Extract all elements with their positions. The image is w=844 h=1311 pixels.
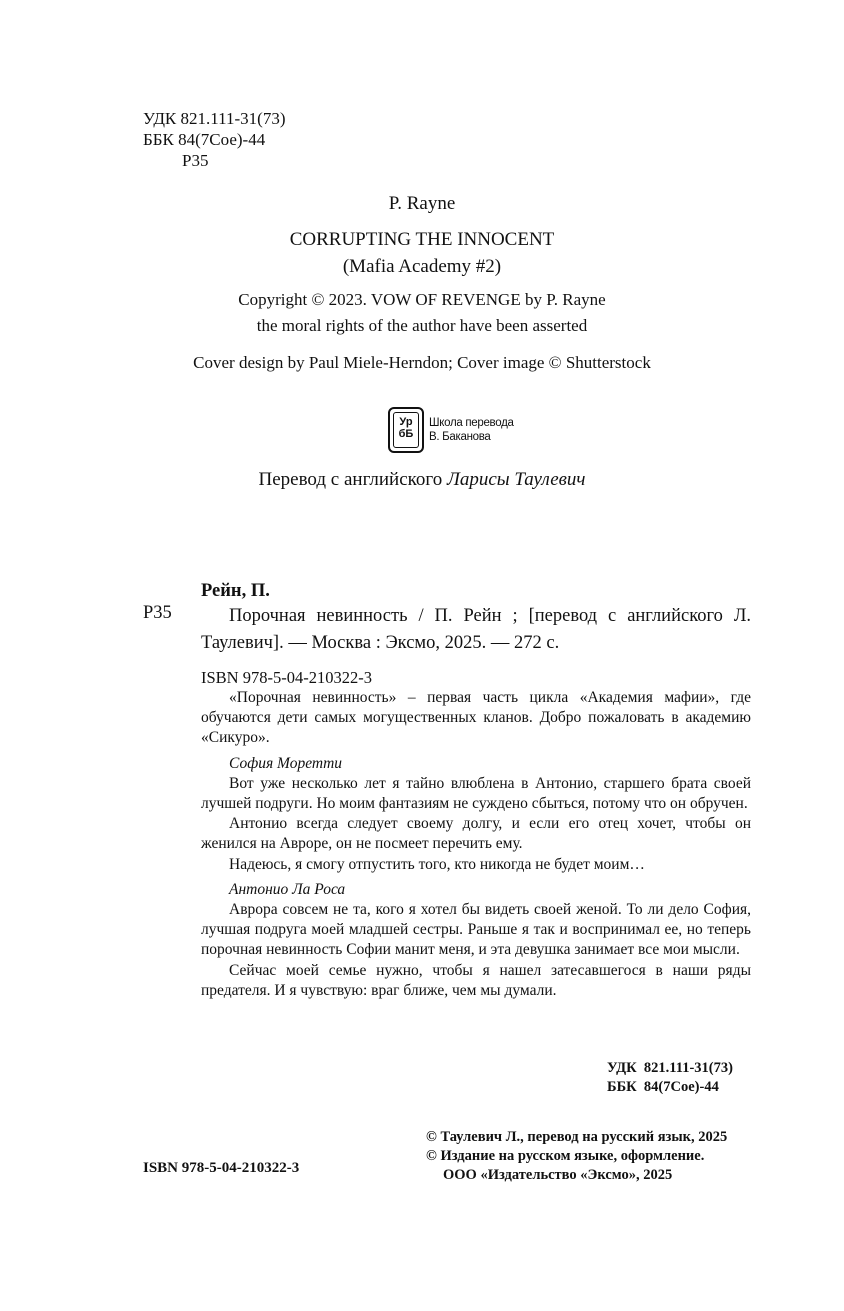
annotation-intro: «Порочная невинность» – первая часть цикла «Академия мафии», где обучаются дети самых могущественных кланов. Добро пожаловать в академию «Сикуро». [201,689,751,747]
logo-text: Школа перевода В. Баканова [429,417,514,443]
catalog-codes-bottom [607,1059,733,1097]
bbk-code: ББК 84(7Сое)-44 [143,130,266,149]
annotation-paragraph: Аврора совсем не та, кого я хотел бы видеть своей женой. То ли дело София, лучшая подруга моей младшей сестры. Раньше я так и воспринимал ее, но теперь порочная невинность Софии манит меня, и эта девушка занимает все мои мысли. [201,901,751,959]
character-name-sofia: София Моретти [229,754,343,772]
biblio-isbn: ISBN 978-5-04-210322-3 [201,668,372,687]
udk-code: УДК 821.111-31(73) [143,109,286,128]
udk-code: УДК 821.111-31(73) [607,1060,733,1076]
annotation-paragraph: Надеюсь, я смогу отпустить того, кто никогда не будет моим… [229,855,645,873]
biblio-heading: Рейн, П. [201,581,270,601]
annotation [201,688,751,1001]
author-mark: Р35 [182,151,209,170]
original-title-block [0,226,844,280]
biblio-description: Порочная невинность / П. Рейн ; [перевод с английского Л. Таулевич]. — Москва : Эксмо, 2025. — 272 с. [201,606,751,653]
character-name-antonio: Антонио Ла Роса [229,880,346,898]
original-series: (Mafia Academy #2) [342,256,502,277]
copyright-line: Copyright © 2023. VOW OF REVENGE by P. Rayne [238,290,606,309]
translation-school-logo [388,404,514,456]
translator-prefix: Перевод с английского [258,469,447,490]
cover-credit: Cover design by Paul Miele-Herndon; Cover image © Shutterstock [193,353,651,372]
bbk-code: ББК 84(7Сое)-44 [607,1079,719,1095]
publisher-name: ООО «Издательство «Эксмо», 2025 [443,1167,673,1183]
translator-credit [0,469,844,491]
moral-rights-line: the moral rights of the author have been asserted [256,316,588,335]
bibliographic-record [143,579,751,688]
original-copyright-block [0,287,844,339]
isbn-footer: ISBN 978-5-04-210322-3 [143,1160,300,1176]
original-author: P. Rayne [388,193,456,214]
biblio-code: Р35 [143,603,172,623]
logo-monogram: Ур бБ [393,412,419,448]
school-logo-icon [388,407,424,453]
annotation-paragraph: Антонио всегда следует своему долгу, и если его отец хочет, чтобы он женился на Авроре, он не посмеет перечить ему. [201,815,751,853]
annotation-paragraph: Сейчас моей семье нужно, чтобы я нашел затесавшегося в наши ряды предателя. И я чувствую: враг ближе, чем мы думали. [201,961,751,999]
catalog-codes-top [143,108,285,171]
copyright-notices [426,1128,727,1185]
translator-name: Ларисы Таулевич [447,469,586,490]
translation-copyright: © Таулевич Л., перевод на русский язык, 2025 [426,1129,728,1145]
original-title: CORRUPTING THE INNOCENT [289,229,555,250]
edition-copyright: © Издание на русском языке, оформление. [426,1148,705,1164]
annotation-paragraph: Вот уже несколько лет я тайно влюблена в Антонио, старшего брата своей лучшей подруги. Но моим фантазиям не суждено сбыться, потому что он обручен. [201,774,751,813]
